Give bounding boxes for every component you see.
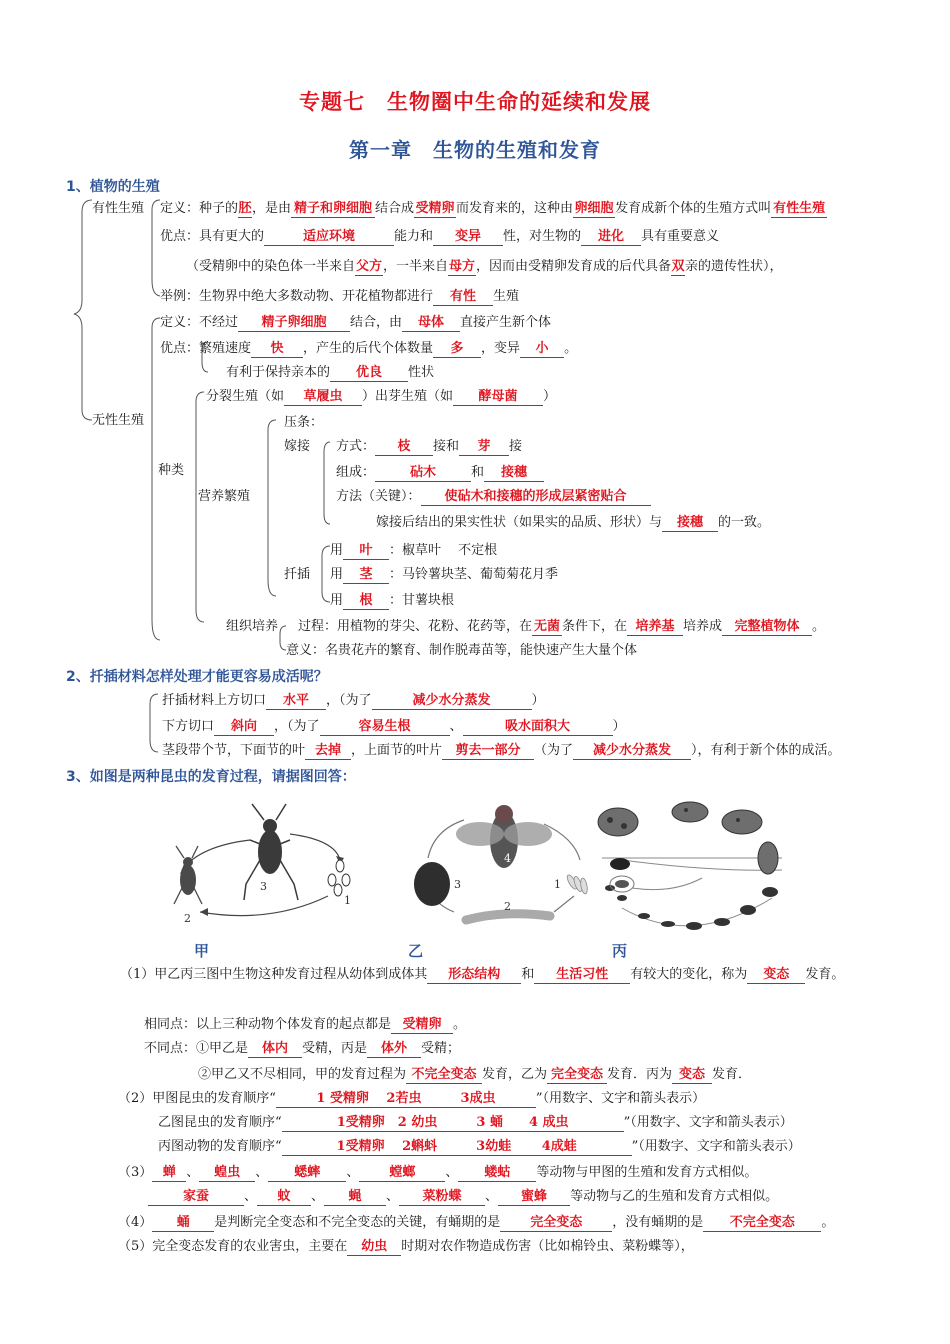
fig-yi-num-4: 4 xyxy=(504,852,511,865)
grafting-fruit: 嫁接后结出的果实性状（如果实的品质、形状）与 接穗 的一致。 xyxy=(376,515,771,530)
asexual-label: 无性生殖 xyxy=(92,413,145,428)
section-heading-1: 1、植物的生殖 xyxy=(66,179,160,195)
tissue-meaning: 意义：名贵花卉的繁育、制作脱毒苗等，能快速产生大量个体 xyxy=(286,643,638,658)
fig-jia-num-3: 3 xyxy=(260,880,267,893)
page-title: 专题七 生物圈中生命的延续和发展 xyxy=(299,90,651,114)
fission-budding: 分裂生殖（如 草履虫 ）出芽生殖（如 酵母菌 ） xyxy=(206,389,557,404)
fig-yi-num-2: 2 xyxy=(504,900,511,913)
diff-point-1: 不同点：①甲乙是 体内 受精，丙是 体外 受精； xyxy=(144,1041,461,1056)
question-2-jia: （2）甲图昆虫的发育顺序“ 1 受精卵 2若虫 3成虫 ”（用数字、文字和箭头表示） xyxy=(118,1091,706,1106)
vegetative-label: 营养繁殖 xyxy=(198,489,251,504)
cutting-top: 扦插材料上方切口 水平 ，（为了 减少水分蒸发 ） xyxy=(162,693,545,708)
cutting-bottom: 下方切口 斜向 ，（为了 容易生根 、 吸水面积大 ） xyxy=(162,719,626,734)
chromosome-note: （受精卵中的染色体一半来自父方，一半来自母方，因而由受精卵发育成的后代具备双亲的遗传性状）， xyxy=(186,259,783,274)
question-2-bing: 丙图动物的发育顺序“ 1受精卵 2蝌蚪 3幼蛙 4成蛙 ”（用数字、文字和箭头表示） xyxy=(158,1139,801,1154)
fig-jia-num-2: 2 xyxy=(184,912,191,925)
figure-jia-cricket-cycle xyxy=(160,800,370,932)
cutting-stem: 用 茎 ：马铃薯块茎、葡萄菊花月季 xyxy=(330,567,559,582)
grafting-key: 方法（关键）： 使砧木和接穗的形成层紧密贴合 xyxy=(336,488,651,506)
asexual-advantage: 优点：繁殖速度 快 ，产生的后代个体数量 多 ，变异 小 。 xyxy=(160,341,578,356)
fig-jia-num-1: 1 xyxy=(344,894,351,907)
diff-point-2: ②甲乙又不尽相同，甲的发育过程为 不完全变态 发育，乙为 完全变态 发育．丙为 变态 发育． xyxy=(198,1067,752,1082)
sexual-example: 举例：生物界中绝大多数动物、开花植物都进行 有性 生殖 xyxy=(160,289,520,304)
question-3-jia: （3） 蝉 、 蝗虫 、 蟋蟀 、 螳螂 、 蝼蛄 等动物与甲图的生殖和发育方式相似。 xyxy=(118,1165,758,1180)
section-heading-3: 3、如图是两种昆虫的发育过程，请据图回答： xyxy=(66,769,356,785)
chapter-title: 第一章 生物的生殖和发育 xyxy=(349,138,601,162)
grafting-way: 方式： 枝 接和 芽 接 xyxy=(336,439,523,454)
question-2-yi: 乙图昆虫的发育顺序“ 1受精卵 2 幼虫 3 蛹 4 成虫 ”（用数字、文字和箭头表示） xyxy=(158,1115,793,1130)
question-4: （4） 蛹 是判断完全变态和不完全变态的关键，有蛹期的是 完全变态 ，没有蛹期的是 不完全变态 。 xyxy=(118,1215,835,1230)
cutting-leaves: 茎段带个节，下面节的叶 去掉 ，上面节的叶片 剪去一部分 （为了 减少水分蒸发 ），有利于新个体的成活。 xyxy=(162,743,841,758)
grafting-label: 嫁接 xyxy=(284,439,311,454)
section-heading-2: 2、扦插材料怎样处理才能更容易成活呢？ xyxy=(66,669,328,685)
tissue-process: 过程：用植物的芽尖、花粉、花药等，在 无菌 条件下，在 培养基 培养成 完整植物体 。 xyxy=(298,619,826,634)
layering-label: 压条： xyxy=(284,415,324,430)
grafting-composition: 组成： 砧木 和 接穗 xyxy=(336,464,544,482)
sexual-label: 有性生殖 xyxy=(92,201,145,216)
question-3-yi: 家蚕 、 蚊 、 蝇 、 菜粉蝶 、 蜜蜂 等动物与乙的生殖和发育方式相似。 xyxy=(148,1188,778,1206)
asexual-keep: 有利于保持亲本的 优良 性状 xyxy=(226,365,435,380)
sexual-advantage: 优点：具有更大的 适应环境 能力和 变异 性，对生物的 进化 具有重要意义 xyxy=(160,229,720,244)
asexual-definition: 定义：不经过 精子卵细胞 结合，由 母体 直接产生新个体 xyxy=(160,315,552,330)
fig-yi-num-1: 1 xyxy=(554,878,561,891)
same-point: 相同点：以上三种动物个体发育的起点都是 受精卵 。 xyxy=(144,1017,467,1032)
cutting-leaf: 用 叶 ：椒草叶 不定根 xyxy=(330,543,498,558)
fig-yi-num-3: 3 xyxy=(454,878,461,891)
fig-label-bing: 丙 xyxy=(612,942,628,960)
sexual-definition: 定义：种子的胚，是由 精子和卵细胞 结合成受精卵 而发育来的，这种由卵细胞 发育成新个体的生殖方式叫 有性生殖 xyxy=(160,201,826,216)
kinds-label: 种类 xyxy=(158,463,185,478)
question-5: （5）完全变态发育的农业害虫，主要在 幼虫 时期对农作物造成伤害（比如棉铃虫、菜粉蝶等）， xyxy=(118,1239,694,1254)
figure-yi-fly-cycle xyxy=(404,800,600,932)
tissue-label: 组织培养 xyxy=(226,619,279,634)
cutting-root: 用 根 ：甘薯块根 xyxy=(330,593,455,608)
fig-label-yi: 乙 xyxy=(408,942,424,960)
fig-label-jia: 甲 xyxy=(194,942,210,960)
figure-bing-frog-cycle xyxy=(592,798,802,938)
question-1: （1）甲乙丙三图中生物这种发育过程从幼体到成体其 形态结构 和 生活习性 有较大的变化，称为 变态 发育。 xyxy=(120,967,845,982)
cutting-label: 扦插 xyxy=(284,567,311,582)
